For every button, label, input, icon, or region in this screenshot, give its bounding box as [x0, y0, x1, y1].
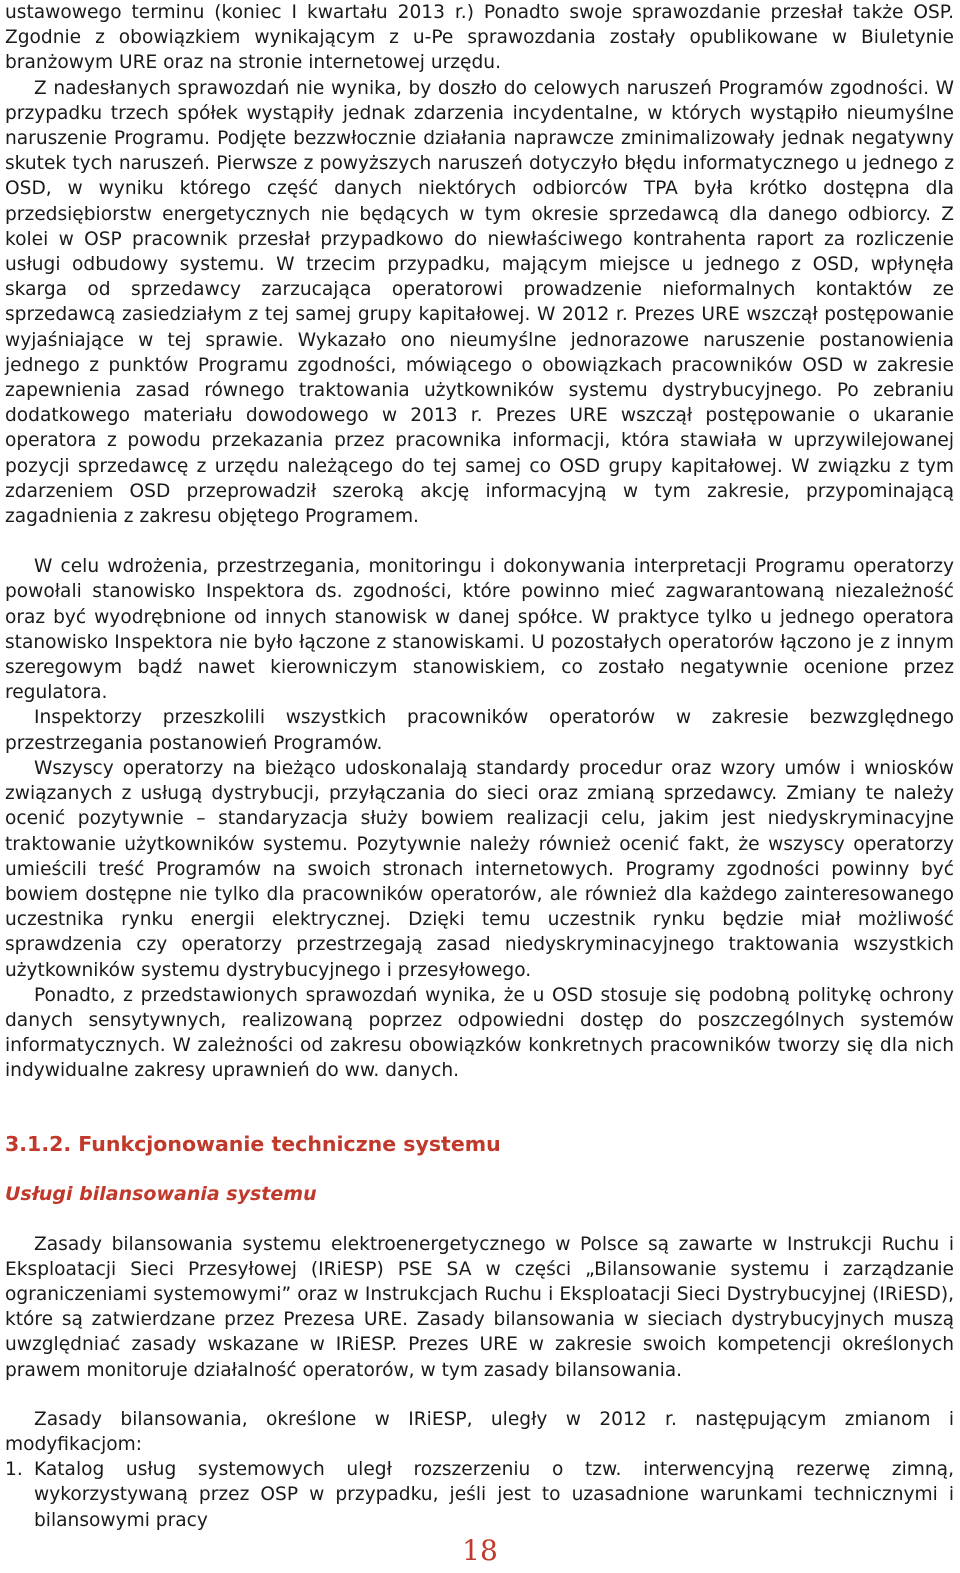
document-body: [5, 0, 954, 1533]
paragraph-data-protection: Ponadto, z przedstawionych sprawozdań wynika, że u OSD stosuje się podobną politykę ochrony danych sensytywnych, realizowaną poprzez odpowiedni dostęp do poszczególnych systemów informatycznych. W zależności od zakresu obowiązków konkretnych pracowników tworzy się dla nich indywidualne zakresy uprawnień do ww. danych.: [5, 984, 954, 1082]
section-heading: 3.1.2. Funkcjonowanie techniczne systemu: [5, 1131, 501, 1156]
list-item-number: 1.: [5, 1459, 23, 1481]
paragraph-standards: Wszyscy operatorzy na bieżąco udoskonalają standardy procedur oraz wzory umów i wniosków związanych z usługą dystrybucji, przyłączania do sieci oraz zmianą sprzedawcy. Zmiany te należy ocenić pozytywnie – standaryzacja służy bowiem realizacji celu, jakim jest niedyskryminacyjne traktowanie użytkowników systemu. Pozytywnie należy również ocenić fakt, że wszyscy operatorzy umieścili treść Programów na swoich stronach internetowych. Programy zgodności powinny być bowiem dostępne nie tylko dla pracowników operatorów, ale również dla każdego zainteresowanego uczestnika rynku energii elektrycznej. Dzięki temu uczestnik rynku będzie miał możliwość sprawdzenia czy operatorzy przestrzegają zasad niedyskryminacyjnego traktowania wszystkich użytkowników systemu dystrybucyjnego i przesyłowego.: [5, 757, 954, 981]
paragraph-intro-continuation: ustawowego terminu (koniec I kwartału 2013 r.) Ponadto swoje sprawozdanie przesłał także OSP. Zgodnie z obowiązkiem wynikającym z u-Pe sprawozdania zostały opublikowane w Biuletynie branżowym URE oraz na stronie internetowej urzędu.: [5, 2, 954, 74]
list-item: [5, 1457, 954, 1533]
paragraph-compliance-inspector: W celu wdrożenia, przestrzegania, monitoringu i dokonywania interpretacji Programu operatorzy powołali stanowisko Inspektora ds. zgodności, które powinno mieć zagwarantowaną niezależność oraz być wyodrębnione od innych stanowisk w danej spółce. W praktyce tylko u jednego operatora stanowisko Inspektora nie było łączone z stanowiskami. U pozostałych operatorów łączono je z innym szeregowym bądź nawet kierowniczym stanowiskiem, co zostało negatywnie ocenione przez regulatora.: [5, 556, 954, 704]
paragraph-balancing-rules: Zasady bilansowania systemu elektroenergetycznego w Polsce są zawarte w Instrukcji Ruchu i Eksploatacji Sieci Przesyłowej (IRiESP) PSE SA w części „Bilansowanie systemu i zarządzanie ograniczeniami systemowymi” oraz w Instrukcjach Ruchu i Eksploatacji Sieci Dystrybucyjnej (IRiESD), które są zatwierdzane przez Prezesa URE. Zasady bilansowania w sieciach dystrybucyjnych muszą uwzględniać zasady wskazane w IRiESP. Prezes URE w zakresie swoich kompetencji określonych prawem monitoruje działalność operatorów, w tym zasady bilansowania.: [5, 1233, 954, 1381]
list-item-text: Katalog usług systemowych uległ rozszerzeniu o tzw. interwencyjną rezerwę zimną, wykorzystywaną przez OSP w przypadku, jeśli jest to uzasadnione warunkami technicznymi i bilansowymi pracy: [34, 1459, 954, 1531]
section-subheading: Usługi bilansowania systemu: [5, 1182, 317, 1205]
paragraph-violations: Z nadesłanych sprawozdań nie wynika, by doszło do celowych naruszeń Programów zgodności. W przypadku trzech spółek wystąpiły jednak zdarzenia incydentalne, w których wystąpiło nieumyślne naruszenie Programu. Podjęte bezzwłocznie działania naprawcze zminimalizowały jednak negatywny skutek tych naruszeń. Pierwsze z powyższych naruszeń dotyczyło błędu informatycznego u jednego z OSD, w wyniku którego część danych niektórych odbiorców TPA była krótko dostępna dla przedsiębiorstw energetycznych nie będących w tym okresie sprzedawcą dla danego odbiorcy. Z kolei w OSP pracownik przesłał przypadkowo do niewłaściwego kontrahenta raport za rozliczenie usługi odbudowy systemu. W trzecim przypadku, mającym miejsce u jednego z OSD, wpłynęła skarga od sprzedawcy zarzucająca operatorowi prowadzenie nieformalnych kontaktów ze sprzedawcą zasiedziałym z tej samej grupy kapitałowej. W 2012 r. Prezes URE wszczął postępowanie wyjaśniające w tej sprawie. Wykazało ono nieumyślne jednorazowe naruszenie postanowienia jednego z punktów Programu zgodności, mówiącego o obowiązkach pracowników OSD w zakresie zapewnienia zasad równego traktowania użytkowników systemu dystrybucyjnego. Po zebraniu dodatkowego materiału dowodowego w 2013 r. Prezes URE wszczął postępowanie o ukaranie operatora z powodu przekazania przez pracownika informacji, która stawiała w uprzywilejowanej pozycji sprzedawcę z urzędu należącego do tej samej co OSD grupy kapitałowej. W związku z tym zdarzeniem OSD przeprowadził szeroką akcję informacyjną w tym zakresie, przypominającą zagadnienia z zakresu objętego Programem.: [5, 77, 954, 528]
page-number: 18: [462, 1534, 498, 1567]
list-intro: Zasady bilansowania, określone w IRiESP, uległy w 2012 r. następującym zmianom i modyfikacjom:: [5, 1408, 954, 1455]
changes-list: [5, 1457, 954, 1533]
paragraph-training: Inspektorzy przeszkolili wszystkich pracowników operatorów w zakresie bezwzględnego przestrzegania postanowień Programów.: [5, 707, 954, 754]
